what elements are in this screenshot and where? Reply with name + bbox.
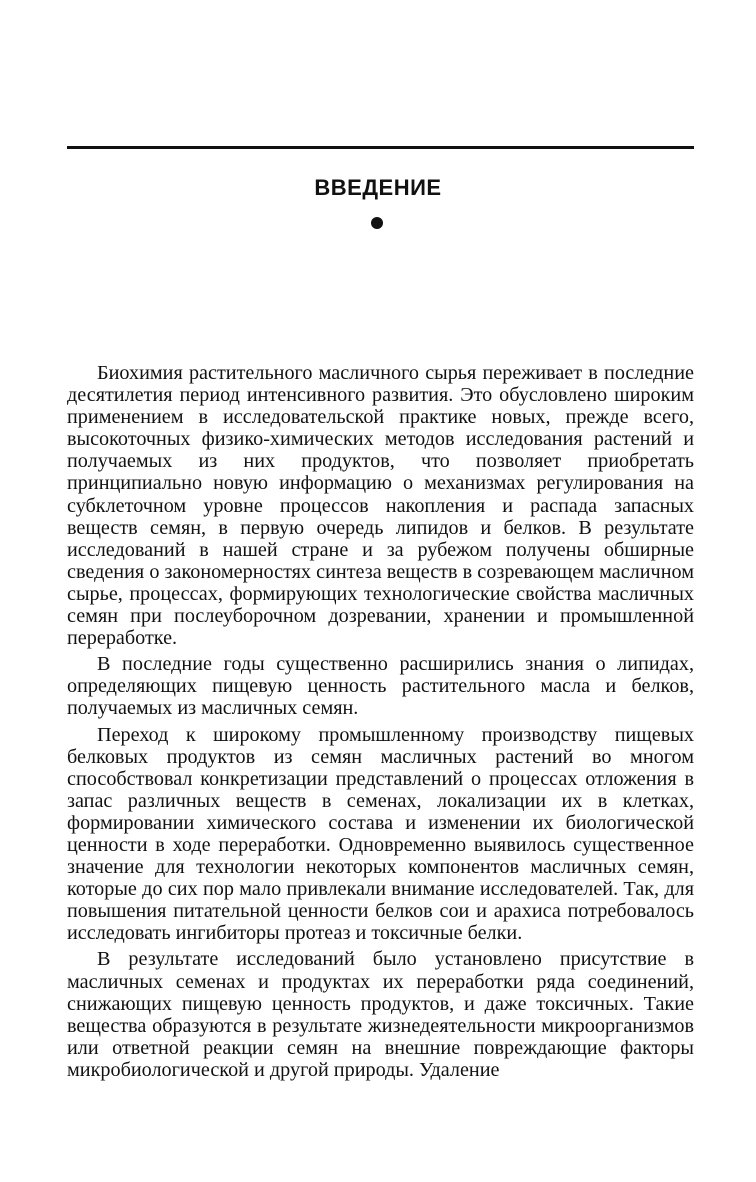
chapter-title: ВВЕДЕНИЕ xyxy=(314,174,442,200)
body-text xyxy=(67,362,694,1081)
top-rule xyxy=(67,146,694,149)
paragraph: Биохимия растительного масличного сырья переживает в последние десятилетия период интенсивного развития. Это обусловлено широким применением в исследовательской практике новых, прежде всего, высокоточных физико-химических методов исследования растений и получаемых из них продуктов, что позволяет приобретать принципиально новую информацию о механизмах регулирования на субклеточном уровне процессов накопления и распада запасных веществ семян, в первую очередь липидов и белков. В результате исследований в нашей стране и за рубежом получены обширные сведения о закономерностях синтеза веществ в созревающем масличном сырье, процессах, формирующих технологические свойства масличных семян при послеуборочном дозревании, хранении и промышленной переработке. xyxy=(67,362,694,650)
paragraph: В последние годы существенно расширились знания о липидах, определяющих пищевую ценность растительного масла и белков, получаемых из масличных семян. xyxy=(67,653,694,720)
paragraph: В результате исследований было установлено присутствие в масличных семенах и продуктах их переработки ряда соединений, снижающих пищевую ценность продуктов, и даже токсичных. Такие вещества образуются в результате жизнедеятельности микроорганизмов или ответной реакции семян на внешние повреждающие факторы микробиологической и другой природы. Удаление xyxy=(67,948,694,1081)
paragraph: Переход к широкому промышленному производству пищевых белковых продуктов из семян масличных растений во многом способствовал конкретизации представлений о процессах отложения в запас различных веществ в семенах, локализации их в клетках, формировании химического состава и изменении их биологической ценности в ходе переработки. Одновременно выявилось существенное значение для технологии некоторых компонентов масличных семян, которые до сих пор мало привлекали внимание исследователей. Так, для повышения питательной ценности белков сои и арахиса потребовалось исследовать ингибиторы протеаз и токсичные белки. xyxy=(67,723,694,945)
bullet-dot-icon xyxy=(371,217,383,229)
